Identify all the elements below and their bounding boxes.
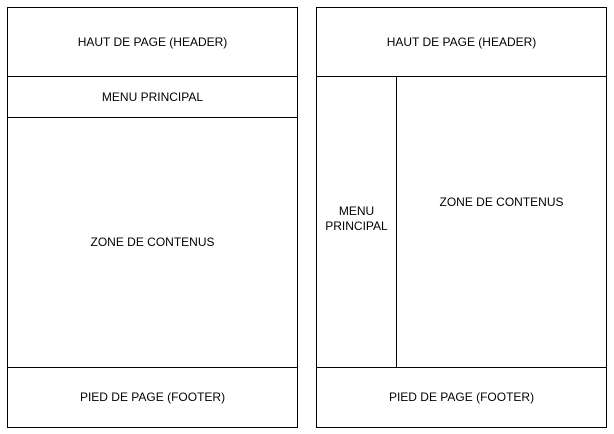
footer-label: PIED DE PAGE (FOOTER) [79,390,226,404]
content-region [8,118,297,368]
header-label: HAUT DE PAGE (HEADER) [386,34,537,49]
main-menu-label: MENU PRINCIPAL [101,89,204,104]
content-label: ZONE DE CONTENUS [90,235,215,249]
main-menu-region [8,77,297,118]
content-region [397,77,606,368]
header-label: HAUT DE PAGE (HEADER) [77,34,228,49]
layout-right-wireframe [316,7,607,428]
footer-region [317,368,606,427]
layout-left-wireframe [7,7,298,428]
main-menu-sidebar-region [317,77,397,368]
content-label: ZONE DE CONTENUS [439,194,564,209]
header-region [317,8,606,77]
main-menu-label: MENU PRINCIPAL [325,204,388,233]
header-region [8,8,297,77]
footer-label: PIED DE PAGE (FOOTER) [388,390,535,404]
footer-region [8,368,297,427]
